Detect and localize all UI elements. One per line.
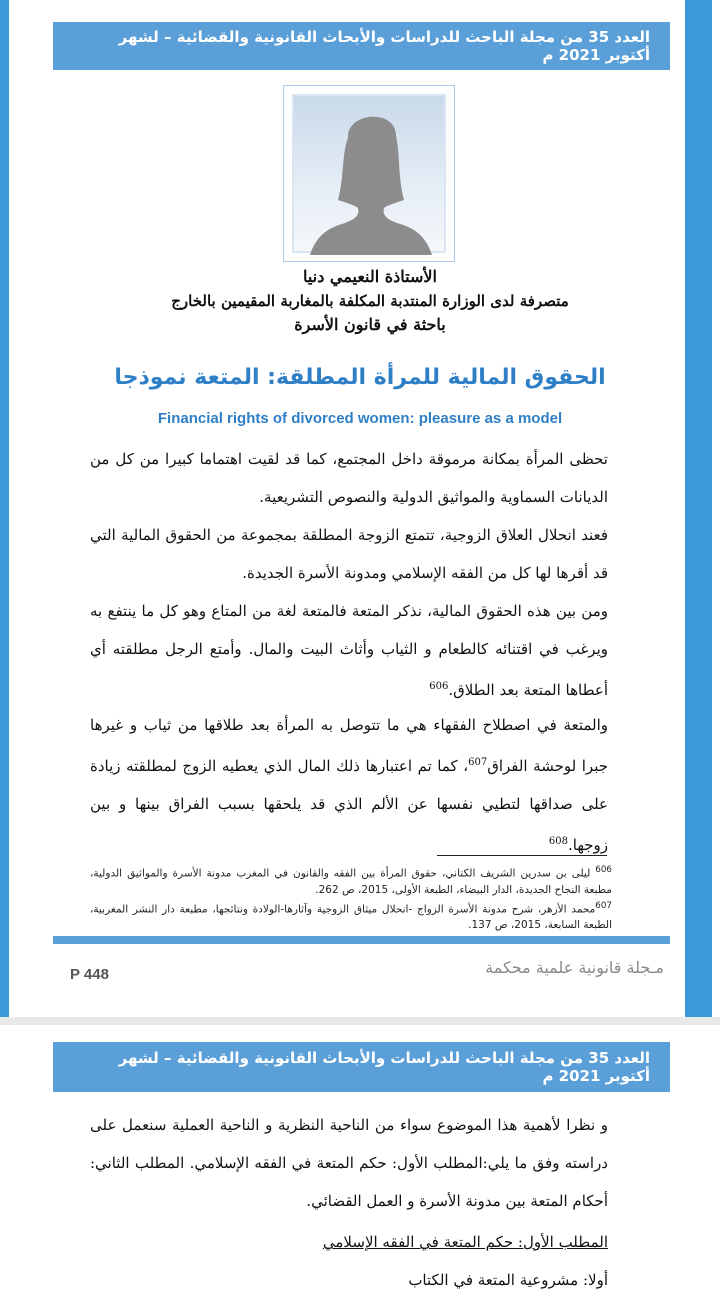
paragraph-4-text-b: ، كما تم اعتبارها ذلك المال الذي يعطيه الزوج لمطلقته زيادة على صداقها لتطيي نفسها عن الألم الذي قد يلحقها بسبب الفراق بينها و بين زوجها.	[90, 757, 608, 854]
female-silhouette-icon	[296, 98, 446, 255]
page-gap	[0, 1017, 720, 1025]
footnote-606-text: ليلى بن سدرين الشريف الكتاني، حقوق المرأة بين الفقه والقانون في المغرب مدونة الأسرة والمواثيق الدولية، مطبعة النجاح الجديدة، الدار البيضاء، الطبعة الأولى، 2015، ص 262.	[90, 867, 612, 896]
footnote-ref-606[interactable]: 606	[429, 681, 449, 692]
journal-header-banner	[53, 22, 670, 70]
paragraph-1: تحظى المرأة بمكانة مرموقة داخل المجتمع، كما قد لقيت اهتماما كبيرا من كل من الديانات السماوية والمواثيق الدولية والنصوص التشريعية.	[90, 450, 608, 506]
paragraph-3-text: ومن بين هذه الحقوق المالية، نذكر المتعة فالمتعة لغة من المتاع وهو كل ما ينتفع به ويرغب في اقتنائه كالطعام و الثياب وأثاث البيت والمال. وأمتع الرجل مطلقته أي أعطاها المتعة بعد الطلاق.	[90, 602, 608, 699]
paragraph-2: فعند انحلال العلاق الزوجية، تتمتع الزوجة المطلقة بمجموعة من الحقوق المالية التي قد أقرها لها كل من الفقه الإسلامي ومدونة الأسرة الجديدة.	[90, 526, 608, 582]
article-title-english: Financial rights of divorced women: pleasure as a model	[157, 410, 563, 427]
page-border-right	[685, 0, 712, 1017]
page-2-paragraph-1: و نظرا لأهمية هذا الموضوع سواء من الناحية النظرية و الناحية العملية سنعمل على دراسته وفق ما يلي:المطلب الأول: حكم المتعة في الفقه الإسلامي. المطلب الثاني: أحكام المتعة بين مدونة الأسرة و العمل القضائي.	[90, 1116, 608, 1210]
paragraph-4-text-a: والمتعة في اصطلاح الفقهاء هي ما تتوصل به المرأة بعد طلاقها من ثياب و غيرها جبرا لوحشة الفراق	[90, 716, 608, 775]
author-name: الأستاذة النعيمي دنيا	[303, 267, 437, 286]
author-role: متصرفة لدى الوزارة المنتدبة المكلفة بالمغاربة المقيمين بالخارج	[171, 292, 569, 310]
article-title-arabic: الحقوق المالية للمرأة المطلقة: المتعة نموذجا	[114, 365, 606, 390]
paragraph-4	[90, 706, 608, 864]
header-text: العدد 35 من مجلة الباحث للدراسات والأبحاث القانونية والقضائية – لشهر أكتوبر 2021 م	[118, 28, 650, 64]
footnote-ref-607[interactable]: 607	[468, 757, 488, 768]
footnote-separator	[437, 855, 607, 856]
footnote-ref-608[interactable]: 608	[548, 836, 568, 847]
footnote-607	[90, 898, 612, 934]
footnote-607-number: 607	[595, 900, 612, 911]
footnote-606	[90, 862, 612, 898]
page-2-next-line: أولا: مشروعية المتعة في الكتاب	[408, 1271, 608, 1289]
journal-tagline: مـجلة قانونية علمية محكمة	[485, 958, 664, 977]
journal-header-banner-page-2	[53, 1042, 670, 1092]
footnotes	[90, 862, 612, 933]
page-2-section-heading: المطلب الأول: حكم المتعة في الفقه الإسلامي	[322, 1233, 608, 1251]
page-border-left	[0, 0, 9, 1017]
page-number: P 448	[70, 966, 109, 983]
author-photo	[292, 94, 446, 253]
footer-rule	[53, 936, 670, 944]
paragraph-3	[90, 592, 608, 709]
header-text-page-2: العدد 35 من مجلة الباحث للدراسات والأبحاث القانونية والقضائية – لشهر أكتوبر 2021 م	[118, 1049, 650, 1085]
author-photo-frame	[283, 85, 455, 262]
author-field: باحثة في قانون الأسرة	[294, 315, 446, 334]
footnote-607-text: محمد الأزهر، شرح مدونة الأسرة الزواج -انحلال ميثاق الزوجية وآثارها-الولادة ونتائجها، مطبعة دار النشر المغربية، الطبعة السابعة، 2015، ص 137.	[90, 903, 612, 931]
footnote-606-number: 606	[595, 865, 612, 875]
